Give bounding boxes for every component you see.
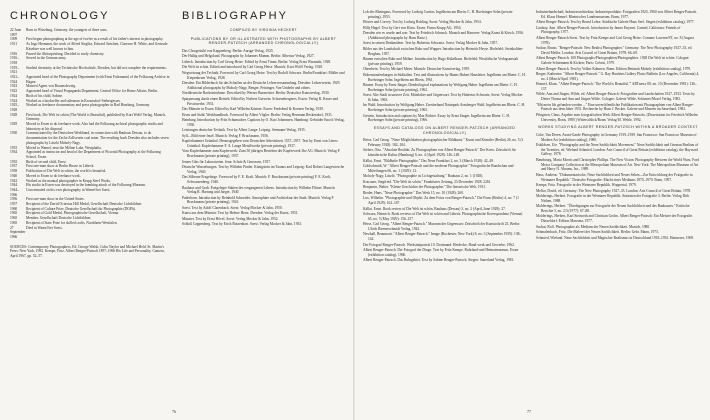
bibliography-entry: Hamburg. Introduction by Fritz Schumacher. Captions by O. Kurt Johannsen. Hamburg: Gebrüder Enoch Verlag, 1930.	[182, 118, 345, 127]
chronology-text: Member, Gesellschaft Deutsche Lichtbildner.	[26, 216, 92, 221]
chronology-entry	[10, 131, 172, 145]
page-number-right: 77	[527, 409, 531, 414]
chronology-text: Moved to Wamel, near the Möhne Lake, Westphalia.	[26, 145, 102, 150]
bibliography-entry: Kállai, Ernst. Book review of Die Welt ist schön. Bauhaus (Dessau) 3, no. 2 (April–June 1929): 27.	[363, 206, 506, 211]
chronology-text: Birth of his child, Sabine.	[26, 93, 63, 98]
bibliography-entry: Hilly Hagel. Text by Gert von Klass. Essen: Firma Krupp AG, 1954.	[363, 25, 462, 30]
chronology-entry	[10, 56, 172, 65]
bibliography-column	[182, 10, 345, 228]
chronology-text: Appointed head of the Photography Department (with Ernst Fuhrmann) of the Folkwang Archive in Hagen.	[26, 75, 170, 84]
bibliography-entry: Albert Renger-Patzsch. Der Fotograf der Dinge. Text by Fritz Kempe. Ruhrland-und Heimatmuseum, Essen (exhibition catalog), 1966.	[363, 248, 519, 257]
bibliography-entry: Deutsche Wasserburgen. Text by Wilhelm Pinder. Königstein im Taunus and Leipzig: Karl Robert Langewiesche Verlag, 1940.	[182, 165, 345, 174]
chronology-text: First began photographing at the age of twelve as a result of his father's interest in photography.	[26, 37, 164, 42]
broader-context-list	[536, 133, 700, 241]
bibliography-entry: Moholy-Nagy, László. "Photographie ist Lichtgestaltung." Bauhaus 2, no. 1 (1928).	[363, 174, 484, 179]
bibliography-entry: Dresden: Ein Bilderbuch für das Schaffen an der Deutsche Lehrerversammlung. Dresden: Lehrerverein, 1929. Additional photographs by Moholy-Nagy, Renger, Feininger, Von Umbehr and others.	[182, 81, 341, 90]
bibliography-entry: Goldschmidt, W. "Albert Renger-Patzsch und die moderne Photographie." Fotografische Rundschau und Mitteilungen 66, no. 1 (1929): 12.	[363, 164, 514, 173]
chronology-year: 1937	[10, 164, 18, 169]
page-number-left: 76	[172, 409, 176, 414]
bibliography-entry: Soest. Text by Adolf Clarenbach. Soest: Verlag Mocker & Jahn, 1950.	[182, 205, 283, 210]
chronology-year: 1960	[10, 206, 18, 211]
bibliography-entry: Albert Renger-Patzsch. Das Ruhrgebiet. Text by Sabine Renger-Patzsch. Siegen: Sauerland Verlag, 1981.	[363, 258, 515, 263]
chronology-text: Married Agnes von Braunschweig.	[26, 84, 77, 89]
chronology-year: 1925–1928	[10, 103, 19, 112]
right-page	[355, 0, 710, 420]
chronology-year: 1909	[10, 37, 18, 42]
chronology-text: Born in Würzburg, Germany, the youngest of three sons.	[26, 28, 108, 32]
bibliography-entry: Sparpassung durch einen Betrieb. Edited by Norbert Gutwein. Schoenebergeres. Essen: Verlag R. Keuer und Privatwerbe, 1931.	[182, 96, 339, 106]
chronology-year: 27 September 1966	[10, 225, 26, 239]
bibliography-entry: Hohenstaufenburgen in Süditalien. Text and illustrations by Hanns Hubert Hausleiter. Ingelheim am Rhein: C. H. Boehringer Sohn. Ingelheim am Rhein, 1961.	[363, 72, 526, 82]
bibliography-entry: Das Münster in Essen. Edited by Karl Wilhelm Kästner. Essen: Fredebeul & Koenen Verlag, 1929.	[182, 107, 324, 111]
bibliography-entry: Haus, Andreas. "Dokumentarische, Neue Sachlichkeit und Neues Sehen—Zur Entwicklung der Fotografie in Weimarer Republik." Deutsche Fotografie: Macht eines Mediums 1870–1970. Bonn, 1997.	[536, 172, 693, 182]
bibliography-entry: Lob des Rheingaus. Foreword by Ludwig Curtius. Ingelheim am Rhein: C. H. Boehringer Sohn (private printing), 1953.	[363, 10, 513, 19]
bibliography-entry: Schwarz, Heinrich. Book reviews of Die Welt ist schön and Lübeck. Photographische Korrespondenz (Vienna) 65, no. 5 (May 1929): 156–157.	[363, 212, 523, 221]
bibliography-entry: Pfingsten, Claus. Aspekte zum fotografischen Werk Albert Renger-Patzschs. (Dissertation for Friedrich Wilhelm University, Bonn, 1989.) Witterschlick/Bonn: Verlag M. Wehle, 1992.	[536, 112, 698, 122]
bibliography-entry: Kállai, Ernst. "Bildhafte Photographie." Das Neue Frankfurt 2, no. 3 (March 1928): 42–49.	[363, 158, 494, 163]
bibliography-entry: Albert Renger-Patzsch. Text by Bernd Lohse. Städtische Galerie Haus Seel, Siegen (exhibition catalog), 1977.	[536, 20, 695, 25]
bibliography-entry: Jenaer Glas für Laboratorien. Jena: Schott & Genossen, 1937.	[182, 159, 271, 164]
chronology-entry	[10, 188, 172, 197]
bibliography-entry: Im Wald. Introduction by Wolfgang Haber. Zweiterhand Naturpark Arnsberger Wald. Ingelheim am Rhein: C. H. Boehringer Sohn (private printing), 1965.	[363, 103, 526, 113]
chronology-text: Worked as a bookseller and salesman in Krosnsdorf-Siebergesses.	[26, 98, 121, 103]
bibliography-entry: Eisen und Stahl. Werkbundbuch. Foreword by Albert Vögler. Berlin: Verlag Hermann Reckendorf, 1931.	[182, 112, 333, 117]
chronology-text: First one-man show in the United States.	[26, 197, 85, 202]
essays-list-continued	[536, 10, 700, 122]
bibliography-entry: Industrielandschaft, Industriearchitektur, Industrieprodukte: Fotografien 1925–1960 von Albert Renger-Patzsch. Ed. Klaus Honnef. Rheinisches Landesmuseum, Bonn, 1977.	[536, 10, 698, 19]
bibliography-entry: Münster. Text by Ernst Hövel. Soest: Verlag Mocker & Jahn, 1952.	[182, 216, 279, 221]
chronology-year: 1919–1921	[10, 65, 19, 75]
chronology-year: 1965	[10, 211, 18, 216]
bibliography-entry: Bäume zwischen Ruhr und Möhne. Introduction by Hugo Kükelhaus. Bielefeld: Westfälische Verlagsanstalt (private printing), 1959.	[363, 57, 519, 66]
bibliography-entry: Gestein. Introduction and captions by Max Richter. Essay by Ernst Jünger. Ingelheim am Rhein: C. H. Boehringer Sohn (private printing), 1966.	[363, 113, 510, 123]
bibliography-entry: Bauhaus und Grab: Freigelegte Stätten des vergangenen Lebens. Introduction by Wilhelm Flitner. Munich: Verlag R. Hartung und Jaeger, 1940.	[182, 185, 336, 195]
bibliography-entry: Die Welt ist schön. Edited and introduced by Carl Georg Heise. Munich: Kurt Wolff Verlag, 1928.	[182, 65, 323, 70]
right-column-2	[536, 10, 700, 241]
chronology-year: 1916–1918	[10, 56, 19, 65]
compiled-by: COMPILED BY VIRGINIA HECKERT	[229, 28, 298, 32]
chronology-text: Studied chemistry at the Technische Hochschule, Dresden, but did not complete the requirements.	[26, 65, 167, 70]
chronology-entry	[10, 226, 172, 240]
bibliography-entry: Coke, Van Deren. Avant-Garde Photography in Germany 1919–1939. San Francisco: San Francisco Museum of Modern Art (exhibition catalog), 1980.	[536, 132, 697, 142]
chronology-text: Served in the German army.	[26, 56, 67, 61]
chronology-text: First book, Die Welt ist schön (The World is Beautiful), published by Kurt Wolff Verlag, Munich, Germany.	[26, 112, 166, 122]
chronology-year: 1957	[10, 202, 18, 207]
bibliography-entry: Oberrhein. Text by Michael Meier. Munich: Deutscher Kunstverlag, 1959.	[363, 67, 470, 72]
bibliography-entry: Höxter und Corvey. Text by Ludwig Rohling. Soest: Verlag Mocker & Jahn, 1954.	[363, 20, 482, 25]
sources-note: SOURCES: Contemporary Photographers, Ed. George Walsh, Colin Naylor and Michael Held. St. Martin's Press: New York, 1982. Kempe, Fritz. Albert Renger-Patzsch 1897–1966 His Life and Personality. Camera, April 1967, pp. 52–57.	[10, 244, 165, 259]
chronology-title: CHRONOLOGY	[10, 10, 110, 22]
bibliography-entry: Lux, Wilhelm. "Photographie und Objekt: Zu dem Fotos von Renger-Patzsch." Die Form (Berlin) 4, no. 7 (1 April 1929): 162–167.	[363, 196, 519, 206]
bibliography-entry: Albert Renger-Patzsch: 100 Photographs/Photographien/Photographies. 1928 Die Welt ist schön. Cologne: Galerie Schürmann & Kicken; Paris: Créatis, 1979.	[536, 56, 690, 66]
chronology-year: 1930	[10, 131, 18, 136]
bibliography-entry: Lübeck. Introduction by Carl Georg Heise. Edited by Ernst Timm. Berlin: Verlag Ernst Wasmuth, 1928.	[182, 59, 332, 64]
bibliography-entry: Das Silberne Erzgebirge. Foreword by F. E. Kraft. Munich: F. Bruckmann (private printing) F. E. Kraft, Schwarzenberg, 1940.	[182, 175, 331, 185]
bibliography-entry: "Mit mein Ich gefunden werden ..." Eine unveröffentlichte Publikation mit Photographien von Albert Renger-Patzsch aus dem Jahre 1931. Recherche by Hans J. Becker. Galerie und Museen im Sauerland, 1982.	[536, 102, 694, 112]
bibliography-entry: Kunst aus dem Münster. Text by Helene Hertz. Dresden: Verlag der Kunst, 1951.	[182, 211, 299, 216]
chronology-year: 1924	[10, 93, 18, 98]
bibliography-entry: Berger, Katherine. "Albert Renger-Patzsch." G. Ray Hawkins Gallery Photo Bulletin (Los Angeles, California) 4, no. 2 (March/April 1981).	[536, 72, 700, 81]
bibliography-title: BIBLIOGRAPHY	[182, 10, 288, 22]
bibliography-entry: Norddeutsche Backsteindome. Described by Werner Burmeister. Berlin: Deutscher Kunstverlag, 1930.	[182, 91, 330, 96]
bibliography-entry: Kracauer, Siegfried. "Die Welt ist schön." Frankfurter Zeitung, 23 December 1928: 2261.	[363, 179, 492, 184]
chronology-year: 1935	[10, 159, 18, 164]
chronology-text: Recipient of Culture Prize, Deutsche Gesellschaft für Photographie (DGPh).	[26, 206, 136, 211]
chronology-year: 1940	[10, 173, 18, 178]
bibliography-entry: Benjamin, Walter. "Kleine Geschichte der Photographie." Die literarische Welt, 1931.	[363, 185, 486, 190]
chronology-text: Appointed as instructor and head of the Department of Pictorial Photography at the Folkwang School, Essen.	[26, 150, 161, 159]
bibliography-entry: Paderborn. Introduction by Reinhold Schneider. Atmosphäre und Architektur der Stadt. Munich: Verlag F. Bruckmann (private printing), 1941.	[182, 195, 335, 205]
chronology-entry	[10, 103, 172, 112]
chronology-text: Worked as the manual photographer in Krupp Steel Works.	[26, 178, 111, 183]
bibliography-entry: Molderings, Herbert, Karl Steinorth and Christian Grohn. Albert Renger-Patzsch: Ein Meister der Fotografie. Düsseldorf: Edition Marzona, 1977.	[536, 214, 694, 224]
chronology-column	[10, 10, 172, 262]
bibliography-entry: Stelzer, Otto. "Absolute Realität. Zu Photographien von Albert Renger-Patzsch." Der Kreis: Zeitschrift für künstlerische Kultur (Hamburg) 6, no. 4 (April 1928): 146–148.	[363, 148, 516, 158]
chronology-text: His studio in Essen was destroyed in the bombing attack of the Folkwang Museum.	[26, 183, 146, 188]
chronology-year: 1942	[10, 178, 18, 183]
bibliography-entry: Albert Renger-Patzsch. Text by Volker Kahmen. Bonn: Edition Bettinah Moholy (exhibition catalog), 1979.	[536, 66, 691, 71]
chronology-year: 1944–1966	[10, 187, 19, 197]
bibliography-entry: Eskildsen, Ute. "Photography and the Neue Sachlichkeit Movement." Neue Sachlichkeit and German Realism of the Twenties, ed. Wieland Schmied. London: Arts Council of Great Britain (exhibition catalog), the Hayward Gallery, 1978.	[536, 143, 699, 157]
chronology-entry	[10, 42, 172, 51]
chronology-entry	[10, 75, 172, 84]
chronology-text: Worked as freelance documentary and press photographer in Bad Harzburg, Germany.	[26, 103, 150, 108]
chronology-entry	[10, 28, 172, 37]
chronology-year: 1965	[10, 220, 18, 225]
chronology-text: Birth of second child, Ernst.	[26, 159, 67, 164]
bibliography-entry: Rieder, Hans. "Neue Photographie." Das Werk 15, no. 10 (1928): 260.	[363, 190, 464, 195]
bibliography-entry: Soest: Alte Stadt in unserer Zeit. Mittelalter und Gegenwart. Text by Hubertus Schwartz. Soest: Verlag Mocker & Jahn, 1963.	[363, 93, 523, 102]
bibliography-entry: Kupferhammer Grünthal. Herausgegeben vom Deutschen Arbeitskreis 1537–1937. Text by Ernst von Lieres. Grünthal: Kupferhammer F. A. Lange Metallwerke (private printing), 1937.	[182, 139, 339, 148]
chronology-text: Passed the Abiturprüfung. Decided to study chemistry.	[26, 51, 105, 56]
chronology-entry	[10, 66, 172, 75]
chronology-text: Publication of Die Welt in schön; the world is beautiful.	[26, 169, 107, 174]
chronology-year: 1933	[10, 145, 18, 150]
chronology-year: 1923	[10, 89, 18, 94]
chronology-entry	[10, 113, 172, 122]
chronology-text: Died in Wamel bei Soest.	[26, 225, 63, 230]
bibliography-list	[182, 49, 345, 227]
right-column-1	[363, 10, 526, 264]
chronology-year: 1924	[10, 98, 18, 103]
publications-heading: PUBLICATIONS BY OR ILLUSTRATED WITH PHOTOGRAPHS BY ALBERT RENGER-PATZSCH (ARRANGED CHRONOLOGICALLY)	[190, 36, 337, 46]
bibliography-entry: Lindsay, Ann. Albert Renger-Patzsch. Introduction by James Enyeart. Carmel, California: Friends of Photography, 1977.	[536, 25, 681, 35]
chronology-text: Recipient of State Prize for skilled crafts, Nordrhein-Westfalen.	[26, 220, 118, 225]
chronology-year: 1956	[10, 197, 18, 202]
bibliography-entry: Sackar, Bruno. "Renger-Patzsch: New Realist Photographer." Germany: The New Photography 1927–33, ed. David Mellor. London: Arts Council of Great Britain, 1978: 66–69.	[536, 46, 693, 55]
bibliography-entry: Der Fotograf Renger-Patzsch. Werkstattporträt 10. Dortmund: Herdecke, Hand-werk und Gewerbe, 1962.	[363, 242, 515, 247]
bibliography-entry: Dresden wie es wurde und war. Text by Friedrich Schnack. Munich and Hanover: Verlag Kunst & Kitsch, 1956. (Additional photographs by Hans Hartz.)	[363, 31, 524, 40]
bibliography-entry: Soest in seinen Denkmälern. Text by Hubertus Schwartz. Soest: Verlag Mocker & Jahn, 1957.	[363, 41, 499, 46]
chronology-text: Recipient of the David Octavius Hill Medal, Gesellschaft Deutsche Lichtbildner.	[26, 202, 143, 207]
bibliography-entry: Schmalenbach, Fritz. Die Malerei der Neuen Sachlichkeit. Berlin: Gebr. Mann, 1973.	[536, 230, 659, 235]
broader-context-heading: WORKS STUDYING ALBERT RENGER-PATZSCH WITHIN A BROADER CONTEXT	[538, 125, 698, 130]
chronology-year: 1934	[10, 150, 18, 155]
chronology-year: 1921–1924	[10, 75, 19, 84]
bibliography-entry: Honnef, Klaus. "Albert Renger-Patzsch: 'The World is Beautiful.'" ARTnews 80, no. 10 (December 1981): 136–137.	[536, 82, 697, 91]
bibliography-entry: Wegweisung der Technik. Foreword by Carl Georg Heise. Text by Rudolf Schwarz. Berlin/Frankfurt: Müller und Kiepenheuer Verlag, 1928.	[182, 70, 345, 80]
chronology-year: 1923	[10, 84, 18, 89]
bibliography-entry: Schmied, Wieland. Neue Sachlichkeit und Magischer Realismus in Deutschland 1918–1933. Hannover, 1969.	[536, 235, 694, 240]
chronology-text: As Ingo Hermann, the work of Alfred Steglitz, Edward Steichen, Clarence H. White, and Gertrude Käsebier was well known to him.	[26, 42, 168, 51]
bibliography-entry: Der Hallig und Helgoland. Photographs by Johannes Mumm. Berlin: Albertus-Verlag, 1927.	[182, 54, 315, 59]
chronology-year: 1911	[10, 42, 18, 47]
bibliography-entry: Albert Renger-Patzsch Soest. Text by Fritz Kempe and Carl Georg Heise. Comune Lucerne/ST, no. 8 (August 1978).	[536, 35, 694, 45]
bibliography-entry: Schloß Cappenberg. Text by Erich Botzenhart. Soest: Verlag Mocker & Jahn, 1953.	[182, 222, 303, 227]
chronology-text: Recipient of Gold Medal, Photographische Gesellschaft, Vienna.	[26, 211, 120, 216]
essays-heading: ESSAYS AND CATALOGS ON ALBERT RENGER-PATZSCH (ARRANGED CHRONOLOGICALLY)	[373, 126, 516, 135]
bibliography-entry: Mellor, David, ed. Germany: The New Photography 1927–33. London: Arts Council of Great Britain, 1978.	[536, 188, 692, 193]
essays-list	[363, 138, 526, 263]
bibliography-entry: Molderings, Herbert. "Überlegungen zur Fotografie der Neuen Sachlichkeit und des Bauhauses." Kritische Berichte 5, no. 2/3 (1977): 67–88.	[536, 204, 690, 213]
bibliography-entry: Kempe, Fritz. Fotografie in der Weimarer Republik. Wuppertal, 1979.	[536, 183, 637, 188]
bibliography-entry: Das Chorgestühl von Kappenberg. Berlin: Auriga-Verlag, 1925.	[182, 48, 274, 53]
chronology-entry	[10, 122, 172, 131]
bibliography-entry: Sackar, Rolf. Photographie als Medium der Neuen Sachlichkeit. Munich, 1980.	[536, 224, 651, 229]
chronology-text: Moved to Essen to do freelance work.	[26, 173, 81, 178]
chronology-text: Commissioned by the Deutschen Werkbund, in connection with Bauhaus Dessau, to do documentation for the Zeche Zollverein coal mine. The resulting book Dresden also includes seven photographs by László Moholy-Nagy.	[26, 131, 169, 145]
chronology-year: 1916	[10, 51, 18, 56]
chronology-text: First one-man show at Berlin House in Lübeck.	[26, 164, 95, 169]
bibliography-entry: Heise, Carl Georg. "Neue Möglichkeiten photographischer Bildkunst." Kunst und Künstler (Berlin) 26, no. 5 (1 February 1928): 182–184.	[363, 138, 524, 147]
chronology-text: Moved to Essen to do freelance work. Also had the Folkwang archival photographic studio and laboratory at his disposal.	[26, 122, 163, 131]
bibliography-entry: Wilde, Ann and Jürgen, Wilde, ed. Albert Renger-Patzsch: Fotografien und Landschaften 1927–1933. Texts by Dieter Thoma and Ann and Jürgen Wilde. Cologne: Galerie Wilde, Schirmer/Mosel Verlag, 1982.	[536, 92, 695, 102]
chronology-year: 1928	[10, 112, 18, 117]
chronology-year: 1965	[10, 216, 18, 221]
bibliography-entry: Leistungen deutscher Technik. Text by Albert Lange. Leipzig: Seemann-Verlag, 1935.	[182, 128, 306, 133]
chronology-year: 1938	[10, 169, 18, 174]
bibliography-entry: Hambourg, Maria Morris and Christopher Phillips. The New Vision: Photography Between the World Wars, Ford Motor Company Collection at the Metropolitan Museum of Art. New York: The Metropolitan Museum of Art and Harry N. Abrams, Inc., 1989.	[536, 157, 699, 172]
bibliography-entry: Bäume. Essay by Ernst Jünger. Dendrological explanations by Wolfgang Haber. Ingelheim am Rhein: C. H. Boehringer Sohn (private printing), 1962.	[363, 83, 518, 92]
chronology-year: 1944	[10, 183, 18, 188]
bibliography-entry: Vom Kupferhammer zum Kupferwerk: Zum 50 jährigen Bestehen der Kupferwerk Ilse AG. Munich: Verlag F. Bruckmann (private printing), 1937.	[182, 149, 341, 159]
chronology-text: Concentrated on his own photography in Wamel bei Soest.	[26, 187, 111, 192]
bibliography-entry: Newhall, Beaumont. "Albert Renger-Patzsch." Image (Rochester, New York) 8, no. 3 (September 1959): 138–142.	[363, 232, 522, 242]
bibliography-entry: Heise, Carl Georg. "Albert Renger-Patzsch." Museum der Gegenwart: Zeitschrift der Kunstschrift 23, Berlin: Ulrich Riemerschmidt Verlag, 1942.	[363, 222, 521, 231]
bibliography-entry: Syll—Bild einer Insel. Munich: Verlag F. Bruckmann, 1936.	[182, 133, 269, 138]
chronology-list	[10, 28, 172, 240]
chronology-entry	[10, 150, 172, 159]
bibliography-entry: Molderings, Herbert. Fotografie in der Weimarer Republik. Stationen der Fotografie 3. Berlin: Verlag Dirk Nishen, 1988.	[536, 194, 690, 203]
chronology-year: 22 June 1897	[10, 28, 22, 37]
bibliography-entry: Bilder aus der Landschaft zwischen Ruhr und Wupper. Introduction by Heinrich Heyse. Bielefeld: Steinkohlen-Bergbau, 1957.	[363, 46, 524, 56]
chronology-text: Appointed head of Visual Propaganda Department, Central Office for Home Affairs, Berlin.	[26, 89, 159, 94]
chronology-year: 1929	[10, 122, 18, 127]
publications-list-continued	[363, 10, 526, 123]
